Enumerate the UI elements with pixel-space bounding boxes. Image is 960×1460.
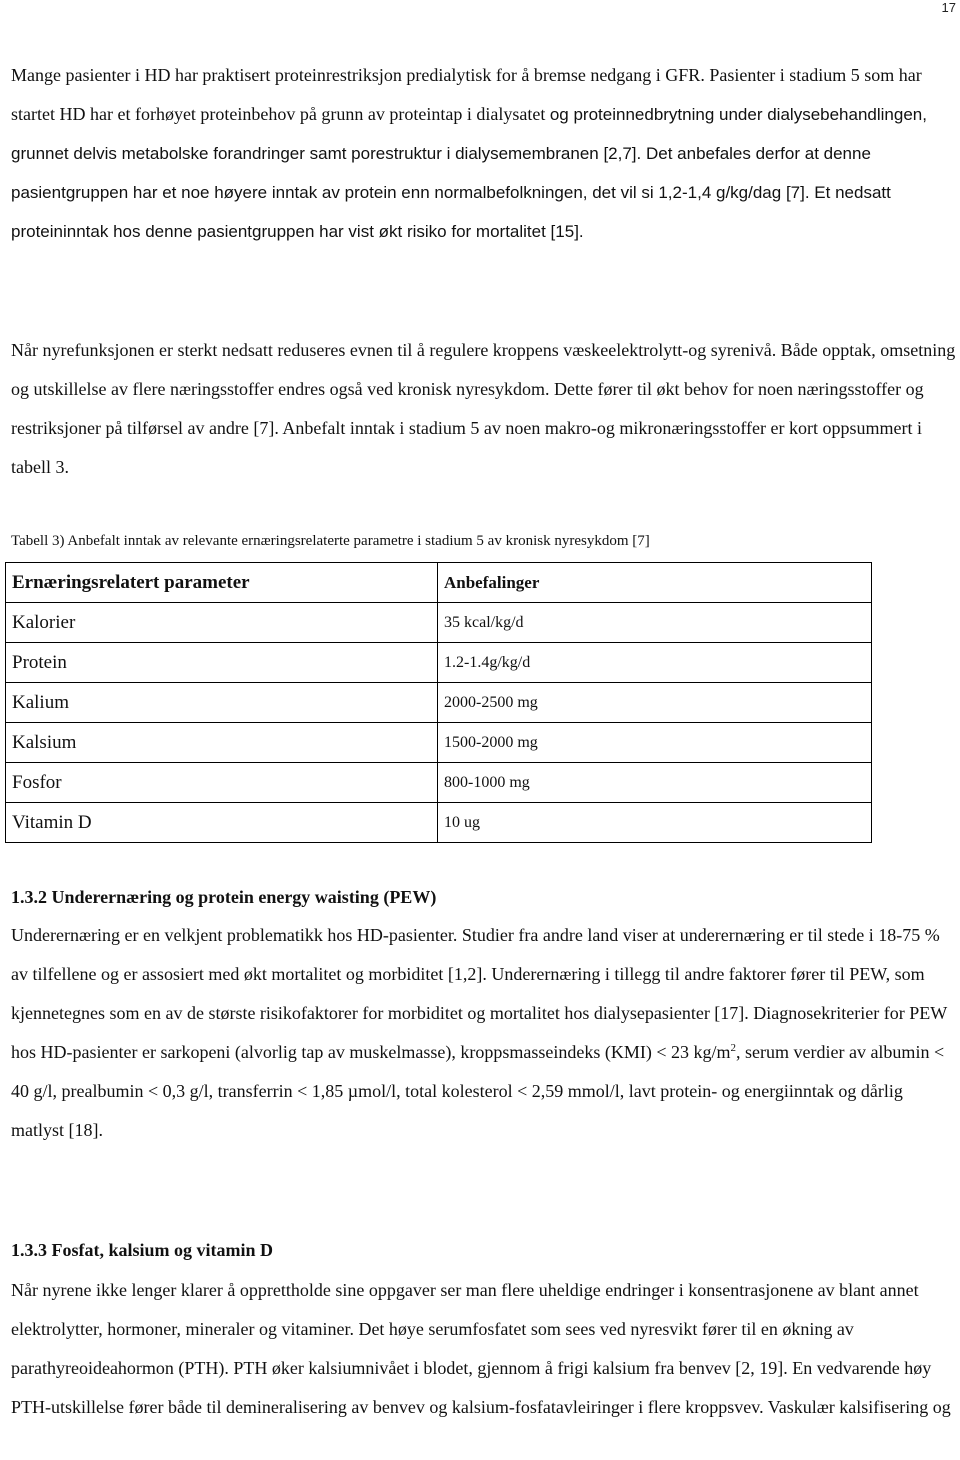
table-cell-parameter: Fosfor (6, 763, 438, 803)
section-heading-pew: 1.3.2 Underernæring og protein energy waisting (PEW) (11, 887, 437, 907)
table-header-row (6, 563, 872, 603)
paragraph-protein-needs-serif: Mange pasienter i HD har praktisert proteinrestriksjon predialytisk for å bremse nedgang i GFR. Pasienter i stadium 5 som har startet HD har et forhøyet proteinbehov på grunn av proteintap i dialysatet (11, 65, 922, 124)
table-cell-parameter: Vitamin D (6, 803, 438, 843)
paragraph-protein-needs-sans: og proteinnedbrytning under dialysebehandlingen, grunnet delvis metabolske forandringer samt porestruktur i dialysemembranen [2,7]. Det anbefales derfor at denne pasientgruppen har et noe høyere inntak av protein enn normalbefolkningen, det vil si 1,2-1,4 g/kg/dag [7]. Et nedsatt proteininntak hos denne pasientgruppen har vist økt risiko for mortalitet [15]. (11, 105, 927, 241)
page-number: 17 (941, 0, 956, 15)
paragraph-phosphate: Når nyrene ikke lenger klarer å opprettholde sine oppgaver ser man flere uheldige endringer i konsentrasjonene av blant annet elektrolytter, hormoner, mineraler og vitaminer. Det høye serumfosfatet som sees ved nyresvikt fører til en økning av parathyreoideahormon (PTH). PTH øker kalsiumnivået i blodet, gjennom å frigi kalsium fra benvev [2, 19]. En vedvarende høy PTH-utskillelse fører både til demineralisering av benvev og kalsium-fosfatavleiringer i flere kroppsvev. Vaskulær kalsifisering og (11, 1280, 951, 1417)
table-header-recommendation: Anbefalinger (438, 563, 872, 603)
paragraph-protein-needs (11, 56, 959, 251)
table-row (6, 643, 872, 683)
table-cell-value: 35 kcal/kg/d (438, 603, 872, 643)
table-row (6, 803, 872, 843)
table-cell-value: 800-1000 mg (438, 763, 872, 803)
paragraph-pew-text-1: Underernæring er en velkjent problematikk hos HD-pasienter. Studier fra andre land viser at underernæring er til stede i 18-75 % av tilfellene og er assosiert med økt mortalitet og morbiditet [1,2]. Underernæring i tillegg til andre faktorer fører til PEW, som kjennetegnes som en av de største risikofaktorer for morbiditet og mortalitet hos dialysepasienter [17]. Diagnosekriterier for PEW hos HD-pasienter er sarkopeni (alvorlig tap av muskelmasse), kroppsmasseindeks (KMI) < 23 kg/m (11, 925, 947, 1062)
section-heading-phosphate: 1.3.3 Fosfat, kalsium og vitamin D (11, 1240, 274, 1260)
table-caption: Tabell 3) Anbefalt inntak av relevante ernæringsrelaterte parametre i stadium 5 av kronisk nyresykdom [7] (11, 533, 650, 549)
paragraph-kidney-function: Når nyrefunksjonen er sterkt nedsatt reduseres evnen til å regulere kroppens væskeelektrolytt-og syrenivå. Både opptak, omsetning og utskillelse av flere næringsstoffer endres også ved kronisk nyresykdom. Dette fører til økt behov for noen næringsstoffer og restriksjoner på tilførsel av andre [7]. Anbefalt inntak i stadium 5 av noen makro-og mikronæringsstoffer er kort oppsummert i tabell 3. (11, 340, 956, 477)
table-cell-parameter: Kalium (6, 683, 438, 723)
table-cell-value: 1.2-1.4g/kg/d (438, 643, 872, 683)
table-row (6, 763, 872, 803)
nutrition-table (5, 562, 872, 843)
paragraph-pew-text-2: , serum verdier av albumin < 40 g/l, prealbumin < 0,3 g/l, transferrin < 1,85 µmol/l, total kolesterol < 2,59 mmol/l, lavt protein- og energiinntak og dårlig matlyst [18]. (11, 1042, 945, 1140)
table-cell-parameter: Kalorier (6, 603, 438, 643)
table-header-parameter: Ernæringsrelatert parameter (6, 563, 438, 603)
table-row (6, 683, 872, 723)
table-cell-parameter: Protein (6, 643, 438, 683)
paragraph-pew (11, 916, 959, 1150)
table-row (6, 723, 872, 763)
table-cell-value: 10 ug (438, 803, 872, 843)
superscript-two: 2 (730, 1042, 736, 1054)
table-cell-value: 2000-2500 mg (438, 683, 872, 723)
table-cell-parameter: Kalsium (6, 723, 438, 763)
table-row (6, 603, 872, 643)
table-cell-value: 1500-2000 mg (438, 723, 872, 763)
